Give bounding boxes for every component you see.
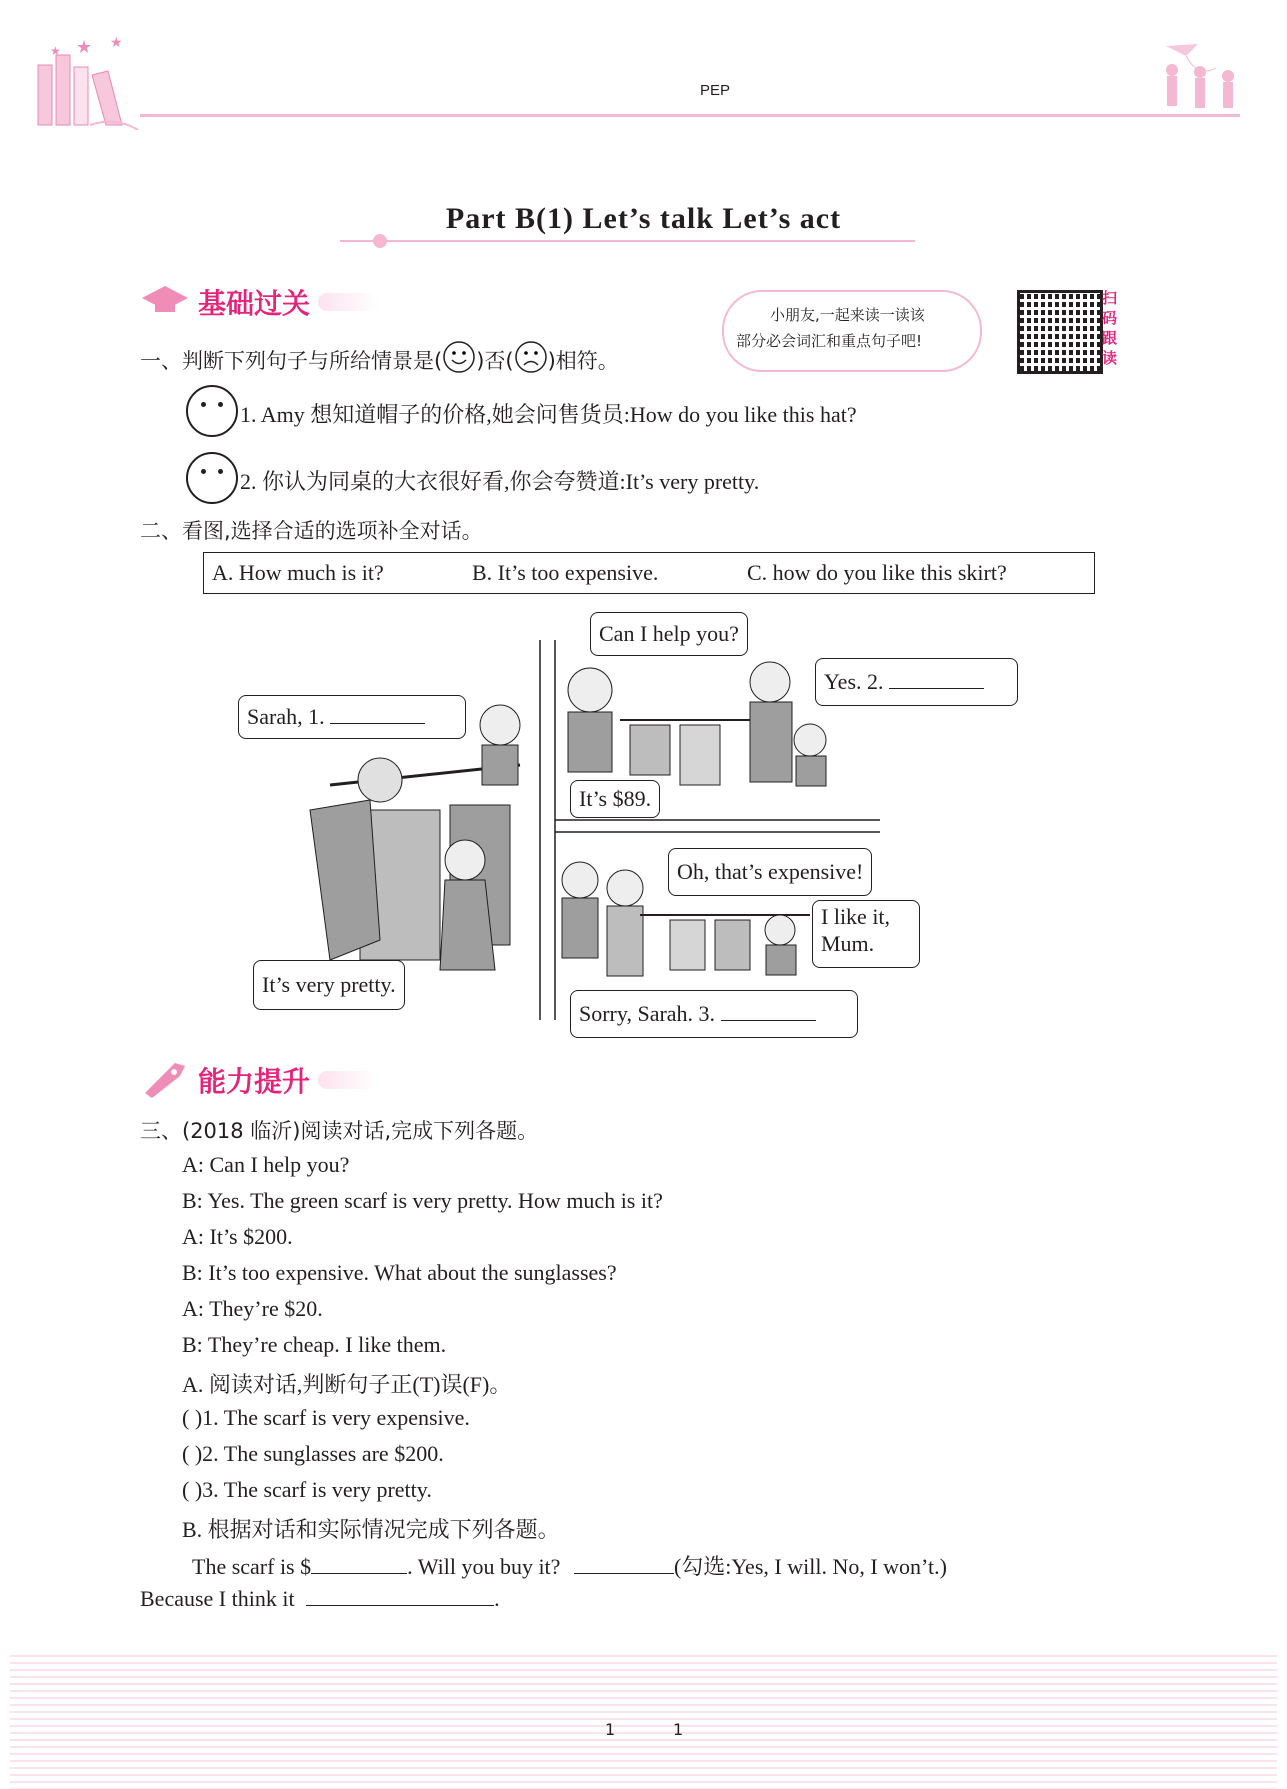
badge-tail — [318, 293, 378, 311]
svg-text:★: ★ — [50, 44, 61, 58]
bubble-sorry — [570, 990, 858, 1038]
section-basic — [140, 282, 378, 322]
sad-face-icon — [514, 340, 548, 379]
bubble-sarah — [238, 695, 466, 739]
q1-heading-pre: 一、判断下列句子与所给情景是( — [140, 348, 443, 373]
part-b-text-b: . Will you buy it? — [407, 1554, 561, 1579]
part-b-instruction: B. 根据对话和实际情况完成下列各题。 — [182, 1517, 560, 1542]
bubble-help — [590, 612, 748, 656]
bubble-expensive — [668, 848, 872, 896]
bubble-pretty — [253, 960, 405, 1010]
header-series: PEP — [700, 82, 731, 99]
qr-label-char: 读 — [1102, 349, 1118, 367]
bubble-like — [812, 900, 920, 968]
tip-line-2: 部分必会词汇和重点句子吧! — [736, 332, 923, 350]
bubble-like-line-1: I like it, — [821, 904, 891, 929]
section-title-advanced: 能力提升 — [198, 1065, 311, 1098]
title-dot-icon — [373, 234, 387, 248]
dialogue-line: B: Yes. The green scarf is very pretty. How much is it? — [182, 1188, 663, 1213]
bubble-sarah-text: Sarah, 1. — [247, 704, 325, 729]
q1-heading — [140, 340, 619, 379]
part-a-instruction: A. 阅读对话,判断句子正(T)误(F)。 — [182, 1372, 512, 1397]
svg-text:★: ★ — [110, 35, 123, 51]
bubble-expensive-text: Oh, that’s expensive! — [677, 859, 864, 884]
graduation-cap-icon — [140, 282, 190, 322]
title-rule — [340, 240, 915, 242]
dialogue-line: B: They’re cheap. I like them. — [182, 1332, 447, 1357]
q1-item-1: 1. Amy 想知道帽子的价格,她会问售货员:How do you like this hat? — [240, 402, 857, 427]
bubble-sorry-text: Sorry, Sarah. 3. — [579, 1001, 716, 1026]
answer-blank-2[interactable] — [889, 688, 984, 689]
answer-blank-3[interactable] — [721, 1020, 816, 1021]
reason-blank[interactable] — [306, 1605, 494, 1606]
part-b-end: . — [494, 1586, 500, 1611]
page-number-right: 1 — [673, 1720, 684, 1739]
svg-text:★: ★ — [76, 37, 93, 58]
part-b-text-c: (勾选:Yes, I will. No, I won’t.) — [673, 1554, 947, 1579]
q3-heading: 三、(2018 临沂)阅读对话,完成下列各题。 — [140, 1119, 539, 1143]
bubble-help-text: Can I help you? — [599, 621, 739, 646]
bubble-like-line-2: Mum. — [821, 931, 875, 956]
option-b: B. It’s too expensive. — [472, 560, 659, 585]
answer-face-2[interactable] — [186, 452, 238, 504]
header-rule — [140, 114, 1240, 117]
dialogue-line: A: Can I help you? — [182, 1152, 350, 1177]
section-advanced — [140, 1060, 378, 1100]
rocket-icon — [140, 1058, 190, 1102]
qr-label — [1102, 288, 1122, 368]
q1-heading-post: )相符。 — [547, 348, 619, 373]
page-title: Part B(1) Let’s talk Let’s act — [445, 202, 842, 235]
part-b-reason: Because I think it — [140, 1586, 295, 1611]
choice-blank[interactable] — [574, 1573, 674, 1574]
option-a: A. How much is it? — [212, 560, 384, 585]
badge-tail — [318, 1071, 378, 1089]
part-b-text-a: The scarf is $ — [192, 1554, 312, 1579]
page-number-left: 1 — [605, 1720, 616, 1739]
section-title-basic: 基础过关 — [198, 287, 311, 320]
books-logo-icon — [30, 25, 150, 130]
dialogue-line: A: It’s $200. — [182, 1224, 293, 1249]
bubble-yes-text: Yes. 2. — [824, 669, 884, 694]
tf-item-2[interactable]: ( )2. The sunglasses are $200. — [182, 1441, 444, 1466]
qr-label-char: 码 — [1102, 309, 1118, 327]
footer-band — [10, 1655, 1277, 1789]
option-c: C. how do you like this skirt? — [747, 560, 1007, 585]
children-kite-icon — [1158, 38, 1246, 116]
dialogue-line: B: It’s too expensive. What about the sunglasses? — [182, 1260, 617, 1285]
q1-heading-mid: )否( — [476, 348, 514, 373]
bubble-price — [570, 780, 660, 818]
qr-label-char: 跟 — [1102, 329, 1118, 347]
price-blank[interactable] — [311, 1573, 407, 1574]
q1-item-2: 2. 你认为同桌的大衣很好看,你会夸赞道:It’s very pretty. — [240, 469, 760, 494]
bubble-pretty-text: It’s very pretty. — [262, 972, 396, 997]
tip-line-1: 小朋友,一起来读一读该 — [770, 306, 925, 324]
dialogue-line: A: They’re $20. — [182, 1296, 323, 1321]
qr-code-icon[interactable] — [1017, 290, 1103, 374]
part-b-line-2 — [140, 1586, 500, 1612]
part-b-line-1 — [192, 1550, 947, 1581]
answer-blank-1[interactable] — [330, 723, 425, 724]
header-logo — [30, 25, 150, 130]
tf-item-1[interactable]: ( )1. The scarf is very expensive. — [182, 1405, 470, 1430]
tf-item-3[interactable]: ( )3. The scarf is very pretty. — [182, 1477, 432, 1502]
qr-label-char: 扫 — [1102, 289, 1118, 307]
q2-heading: 二、看图,选择合适的选项补全对话。 — [140, 519, 483, 543]
smile-face-icon — [442, 340, 476, 379]
bubble-price-text: It’s $89. — [579, 786, 652, 811]
bubble-yes — [815, 658, 1018, 706]
answer-face-1[interactable] — [186, 385, 238, 437]
